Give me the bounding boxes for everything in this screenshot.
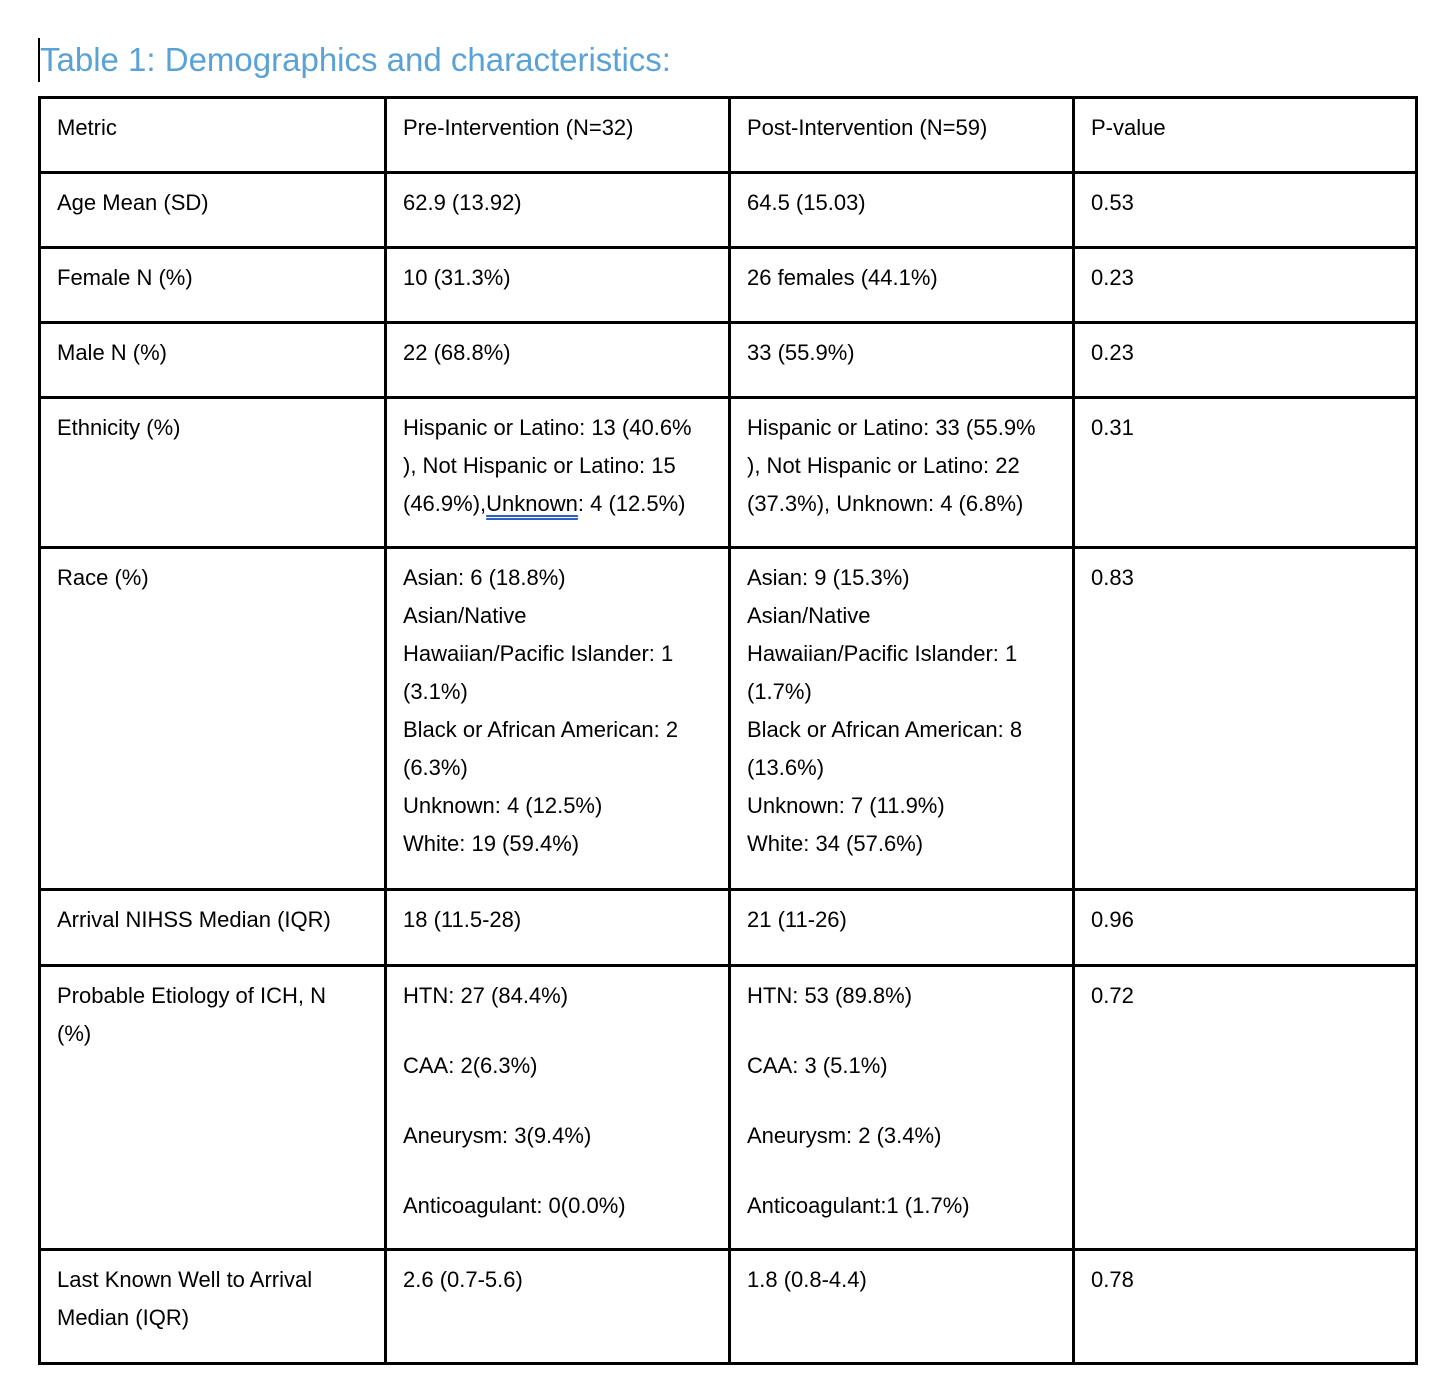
pre-cell: HTN: 27 (84.4%) CAA: 2(6.3%) Aneurysm: 3(9.4%) Anticoagulant: 0(0.0%) (386, 966, 730, 1250)
spellcheck-underline: Unknown (486, 491, 578, 516)
table-row (40, 248, 1417, 323)
post-cell: 1.8 (0.8-4.4) (730, 1250, 1074, 1364)
pre-cell: 2.6 (0.7-5.6) (386, 1250, 730, 1364)
pre-cell: Hispanic or Latino: 13 (40.6% ), Not Hispanic or Latino: 15 (46.9%),Unknown: 4 (12.5%) (386, 398, 730, 548)
table-row (40, 323, 1417, 398)
post-cell: 26 females (44.1%) (730, 248, 1074, 323)
table-row (40, 398, 1417, 548)
post-cell: 21 (11-26) (730, 890, 1074, 966)
pvalue-cell: 0.23 (1074, 323, 1417, 398)
header-cell-pvalue: P-value (1074, 98, 1417, 173)
post-cell: 33 (55.9%) (730, 323, 1074, 398)
pvalue-cell: 0.31 (1074, 398, 1417, 548)
pre-cell: 18 (11.5-28) (386, 890, 730, 966)
metric-cell: Ethnicity (%) (40, 398, 386, 548)
table-row (40, 548, 1417, 890)
metric-cell: Last Known Well to Arrival Median (IQR) (40, 1250, 386, 1364)
pvalue-cell: 0.72 (1074, 966, 1417, 1250)
header-cell-pre: Pre-Intervention (N=32) (386, 98, 730, 173)
table-header-row (40, 98, 1417, 173)
table-row (40, 890, 1417, 966)
table-row (40, 966, 1417, 1250)
table-row (40, 173, 1417, 248)
metric-cell: Arrival NIHSS Median (IQR) (40, 890, 386, 966)
pre-cell: 22 (68.8%) (386, 323, 730, 398)
pvalue-cell: 0.83 (1074, 548, 1417, 890)
post-cell: 64.5 (15.03) (730, 173, 1074, 248)
header-cell-metric: Metric (40, 98, 386, 173)
pvalue-cell: 0.78 (1074, 1250, 1417, 1364)
post-cell: Asian: 9 (15.3%) Asian/Native Hawaiian/Pacific Islander: 1 (1.7%) Black or African American: 8 (13.6%) Unknown: 7 (11.9%) White: 34 (57.6%) (730, 548, 1074, 890)
pvalue-cell: 0.96 (1074, 890, 1417, 966)
pre-cell: 62.9 (13.92) (386, 173, 730, 248)
metric-cell: Female N (%) (40, 248, 386, 323)
table-caption: Table 1: Demographics and characteristics: (40, 41, 671, 78)
metric-cell: Age Mean (SD) (40, 173, 386, 248)
metric-cell: Race (%) (40, 548, 386, 890)
pvalue-cell: 0.53 (1074, 173, 1417, 248)
metric-cell: Male N (%) (40, 323, 386, 398)
metric-cell: Probable Etiology of ICH, N (%) (40, 966, 386, 1250)
demographics-table (38, 96, 1418, 1365)
post-cell: HTN: 53 (89.8%) CAA: 3 (5.1%) Aneurysm: 2 (3.4%) Anticoagulant:1 (1.7%) (730, 966, 1074, 1250)
pvalue-cell: 0.23 (1074, 248, 1417, 323)
header-cell-post: Post-Intervention (N=59) (730, 98, 1074, 173)
pre-cell: Asian: 6 (18.8%) Asian/Native Hawaiian/Pacific Islander: 1 (3.1%) Black or African American: 2 (6.3%) Unknown: 4 (12.5%) White: 19 (59.4%) (386, 548, 730, 890)
table-row (40, 1250, 1417, 1364)
pre-cell: 10 (31.3%) (386, 248, 730, 323)
post-cell: Hispanic or Latino: 33 (55.9% ), Not Hispanic or Latino: 22 (37.3%), Unknown: 4 (6.8%) (730, 398, 1074, 548)
